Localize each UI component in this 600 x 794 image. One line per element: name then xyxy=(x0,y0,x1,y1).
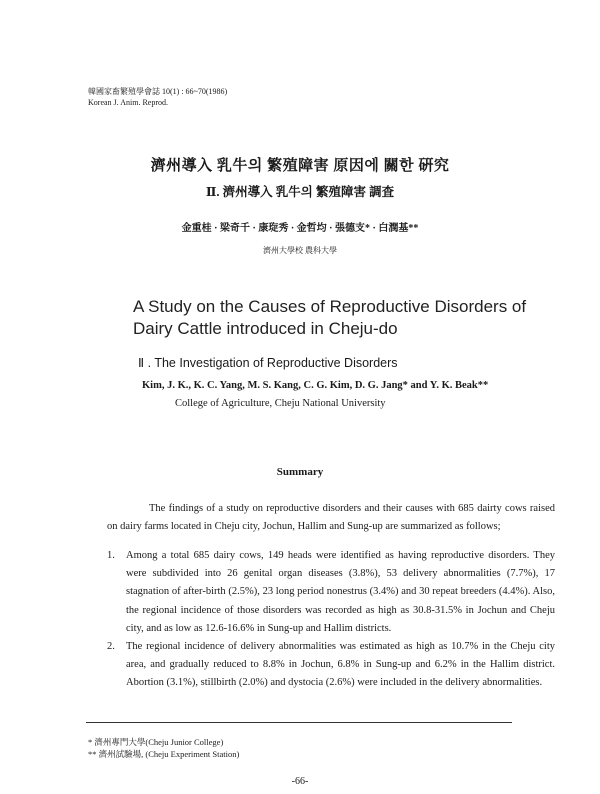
english-title-line-1: A Study on the Causes of Reproductive Disorders of xyxy=(133,297,527,316)
english-title xyxy=(133,296,526,340)
footnote-item xyxy=(88,748,239,760)
page-number: -66- xyxy=(291,776,309,787)
finding-number: 2. xyxy=(107,641,115,653)
finding-number: 1. xyxy=(107,550,115,561)
finding-text: Among a total 685 dairy cows, 149 heads were identified as having reproductive disorders. They were subdivided into 26 genital organ diseases (3.8%), 53 delivery abnormalities (7.7%), 17 stagnation of after-birth (2.5%), 23 long period nonestrus (3.4%) and 30 repeat breeders (4.4%). Also, the regional incidence of those disorders was recorded as high as 30.8-31.5% in Jochun and Cheju city, and as low as 12.6-16.6% in Sung-up and Hallim districts. xyxy=(126,550,555,634)
footnote-mark: ** xyxy=(88,749,97,759)
finding-item xyxy=(107,547,555,638)
korean-title: 濟州導入 乳牛의 繁殖障害 原因에 關한 硏究 xyxy=(150,158,450,174)
footnote-text: 濟州試驗場, (Cheju Experiment Station) xyxy=(98,749,240,759)
english-affiliation: College of Agriculture, Cheju National University xyxy=(175,398,386,409)
korean-affiliation: 濟州大學校 農科大學 xyxy=(263,246,337,255)
journal-citation-english: Korean J. Anim. Reprod. xyxy=(88,98,168,107)
footnote-mark: * xyxy=(88,737,93,747)
summary-intro: The findings of a study on reproductive disorders and their causes with 685 dairty cows raised on dairy farms located in Cheju city, Jochun, Hallim and Sung-up are summarized as follows; xyxy=(107,503,555,532)
english-subtitle: Ⅱ . The Investigation of Reproductive Disorders xyxy=(138,356,398,370)
finding-item xyxy=(107,638,555,693)
english-title-line-2: Dairy Cattle introduced in Cheju-do xyxy=(133,319,398,338)
korean-subtitle: Ⅱ. 濟州導入 乳牛의 繁殖障害 調査 xyxy=(205,185,395,199)
finding-text: The regional incidence of delivery abnormalities was estimated as high as 10.7% in the Cheju city area, and gradually reduced to 8.8% in Jochun, 6.8% in Sung-up and 6.2% in the Hallim district. Abortion (3.1%), stillbirth (2.0%) and dystocia (2.6%) were included in the delivery abnormalities. xyxy=(126,641,555,689)
footnote-divider xyxy=(86,722,512,723)
journal-citation xyxy=(88,86,227,108)
english-authors: Kim, J. K., K. C. Yang, M. S. Kang, C. G. Kim, D. G. Jang* and Y. K. Beak** xyxy=(142,380,489,391)
journal-citation-korean: 韓國家畜繁殖學會誌 10(1) : 66~70(1986) xyxy=(88,87,228,96)
summary-heading: Summary xyxy=(276,466,324,478)
footnotes xyxy=(88,736,239,760)
korean-authors: 金重桂 · 梁奇千 · 康琁秀 · 金哲均 · 張德支* · 白潤基** xyxy=(181,223,419,234)
footnote-text: 濟州專門大學(Cheju Junior College) xyxy=(94,737,224,747)
footnote-item xyxy=(88,736,239,748)
findings-list xyxy=(107,547,555,693)
